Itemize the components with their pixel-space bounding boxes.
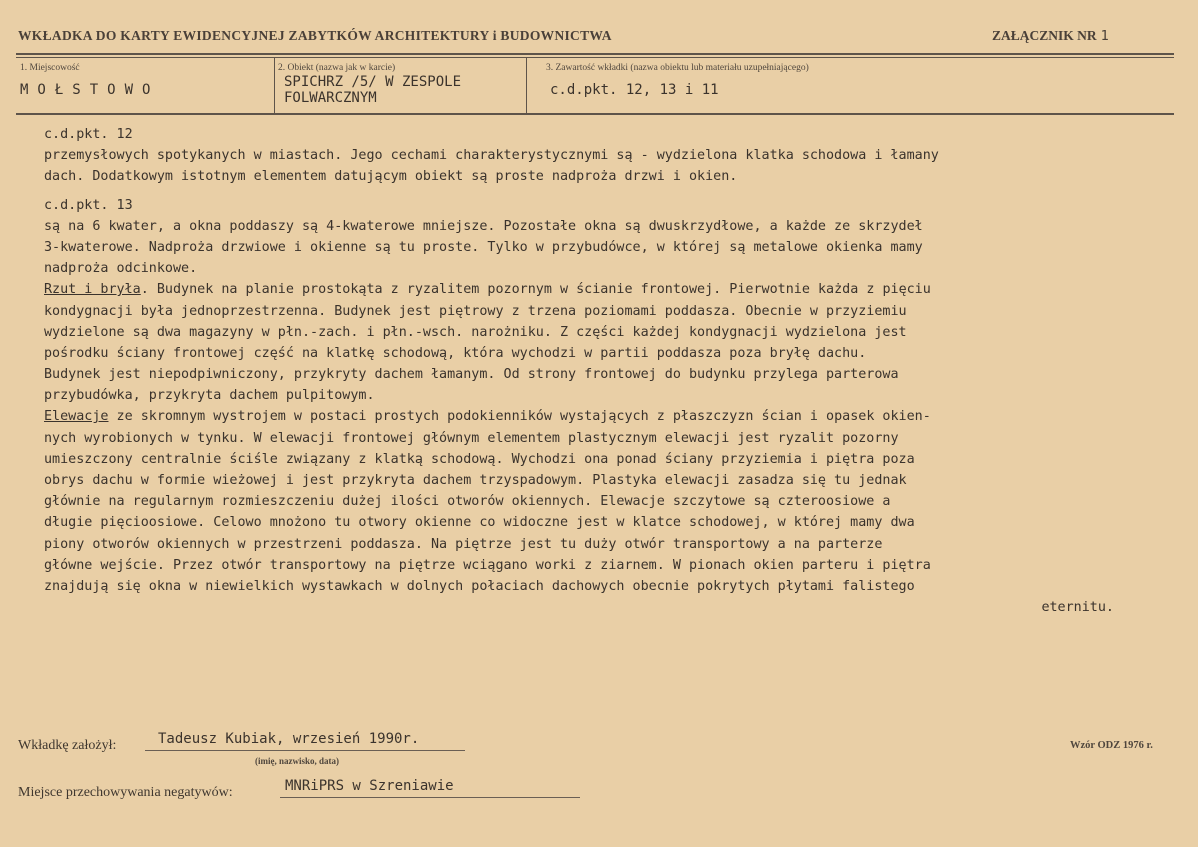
- body-line: przemysłowych spotykanych w miastach. Jego cechami charakterystycznymi są - wydzielona klatka schodowa i łamany: [44, 148, 939, 164]
- annex-label: [992, 28, 1109, 44]
- body-line: Budynek jest niepodpiwniczony, przykryty dachem łamanym. Od strony frontowej do budynku przylega parterowa: [44, 367, 899, 383]
- storage-value: MNRiPRS w Szreniawie: [285, 778, 454, 794]
- body-line: kondygnacji była jednoprzestrzenna. Budynek jest piętrowy z trzena poziomami poddasza. Obecnie w przyziemiu: [44, 303, 907, 319]
- body-line: znajdują się okna w niewielkich wystawkach w dolnych połaciach dachowych obecnie pokrytych płytami falistego: [44, 578, 915, 594]
- body-line: piony otworów okiennych w przestrzeni poddasza. Na piętrze jest tu duży otwór transportowy a na parterze: [44, 536, 883, 552]
- heading-rzut-i-bryla: Rzut i bryła: [44, 282, 141, 298]
- body-line: są na 6 kwater, a okna poddaszy są 4-kwaterowe mniejsze. Pozostałe okna są dwuskrzydłowe, a każde ze skrzydeł: [44, 218, 923, 234]
- object-label: 2. Obiekt (nazwa jak w karcie): [278, 63, 396, 73]
- body-line-rest: . Budynek na planie prostokąta z ryzalitem pozornym w ścianie frontowej. Pierwotnie każda z pięciu: [140, 282, 931, 298]
- form-code: Wzór ODZ 1976 r.: [1070, 740, 1153, 751]
- header-rule-thin: [16, 57, 1174, 58]
- body-line-end: eternitu.: [1041, 600, 1114, 616]
- founded-value: Tadeusz Kubiak, wrzesień 1990r.: [158, 731, 420, 747]
- contents-value: c.d.pkt. 12, 13 i 11: [550, 82, 719, 98]
- section-heading-p12: c.d.pkt. 12: [44, 127, 133, 142]
- body-line-rzut: [44, 279, 1174, 300]
- heading-elewacje: Elewacje: [44, 409, 109, 425]
- annex-label-text: ZAŁĄCZNIK NR: [992, 28, 1097, 43]
- annex-number: 1: [1100, 28, 1109, 44]
- body-line-elewacje: [44, 406, 1174, 427]
- form-title: WKŁADKA DO KARTY EWIDENCYJNEJ ZABYTKÓW ARCHITEKTURY i BUDOWNICTWA: [18, 28, 612, 43]
- storage-dotline: [280, 797, 580, 798]
- locality-value: MOŁSTOWO: [20, 82, 160, 98]
- founded-hint: (imię, nazwisko, data): [255, 756, 339, 766]
- body-line: przybudówka, przykryta dachem pulpitowym.: [44, 388, 375, 404]
- contents-label: 3. Zawartość wkładki (nazwa obiektu lub materiału uzupełniającego): [546, 63, 809, 73]
- body-line-rest: ze skromnym wystrojem w postaci prostych podokienników wystających z płaszczyzn ścian i opasek okien-: [108, 409, 931, 425]
- body-line: 3-kwaterowe. Nadproża drzwiowe i okienne są tu proste. Tylko w przybudówce, w której są metalowe okienka mamy: [44, 239, 923, 255]
- body-line: nych wyrobionych w tynku. W elewacji frontowej głównym elementem plastycznym elewacji jest ryzalit pozorny: [44, 430, 899, 446]
- locality-label: 1. Miejscowość: [20, 63, 80, 73]
- body-line: obrys dachu w formie wieżowej i jest przykryta dachem trzyspadowym. Plastyka elewacji zasadza się tu jednak: [44, 473, 907, 488]
- field-divider-1: [274, 58, 275, 113]
- document-body: [44, 124, 1174, 618]
- body-line: pośrodku ściany frontowej część na klatkę schodową, która wychodzi w partii poddasza poza bryłę dachu.: [44, 345, 867, 361]
- storage-label: Miejsce przechowywania negatywów:: [18, 785, 233, 800]
- fields-rule-bottom: [16, 113, 1174, 115]
- object-value: SPICHRZ /5/ W ZESPOLE FOLWARCZNYM: [284, 74, 462, 106]
- founded-label: Wkładkę założył:: [18, 738, 117, 753]
- field-divider-2: [526, 58, 527, 113]
- body-line: dach. Dodatkowym istotnym elementem datującym obiekt są proste nadproża drzwi i okien.: [44, 169, 738, 185]
- body-line: umieszczony centralnie ściśle związany z klatką schodową. Wychodzi ona ponad ściany przyziemia i piętra poza: [44, 451, 915, 467]
- body-line: nadproża odcinkowe.: [44, 261, 198, 277]
- section-heading-p13: c.d.pkt. 13: [44, 197, 133, 213]
- founded-dotline: [145, 750, 465, 751]
- header-rule-thick: [16, 53, 1174, 55]
- body-line: wydzielone są dwa magazyny w płn.-zach. i płn.-wsch. narożniku. Z części każdej kondygnacji wydzielona jest: [44, 324, 907, 340]
- body-line: główne wejście. Przez otwór transportowy na piętrze wciągano worki z ziarnem. W pionach okien parteru i piętra: [44, 557, 931, 573]
- body-line: głównie na regularnym rozmieszczeniu dużej ilości otworów okiennych. Elewacje szczytowe są czteroosiowe a: [44, 494, 891, 510]
- body-line: długie pięcioosiowe. Celowo mnożono tu otwory okienne co widoczne jest w klatce schodowej, w której mamy dwa: [44, 515, 915, 531]
